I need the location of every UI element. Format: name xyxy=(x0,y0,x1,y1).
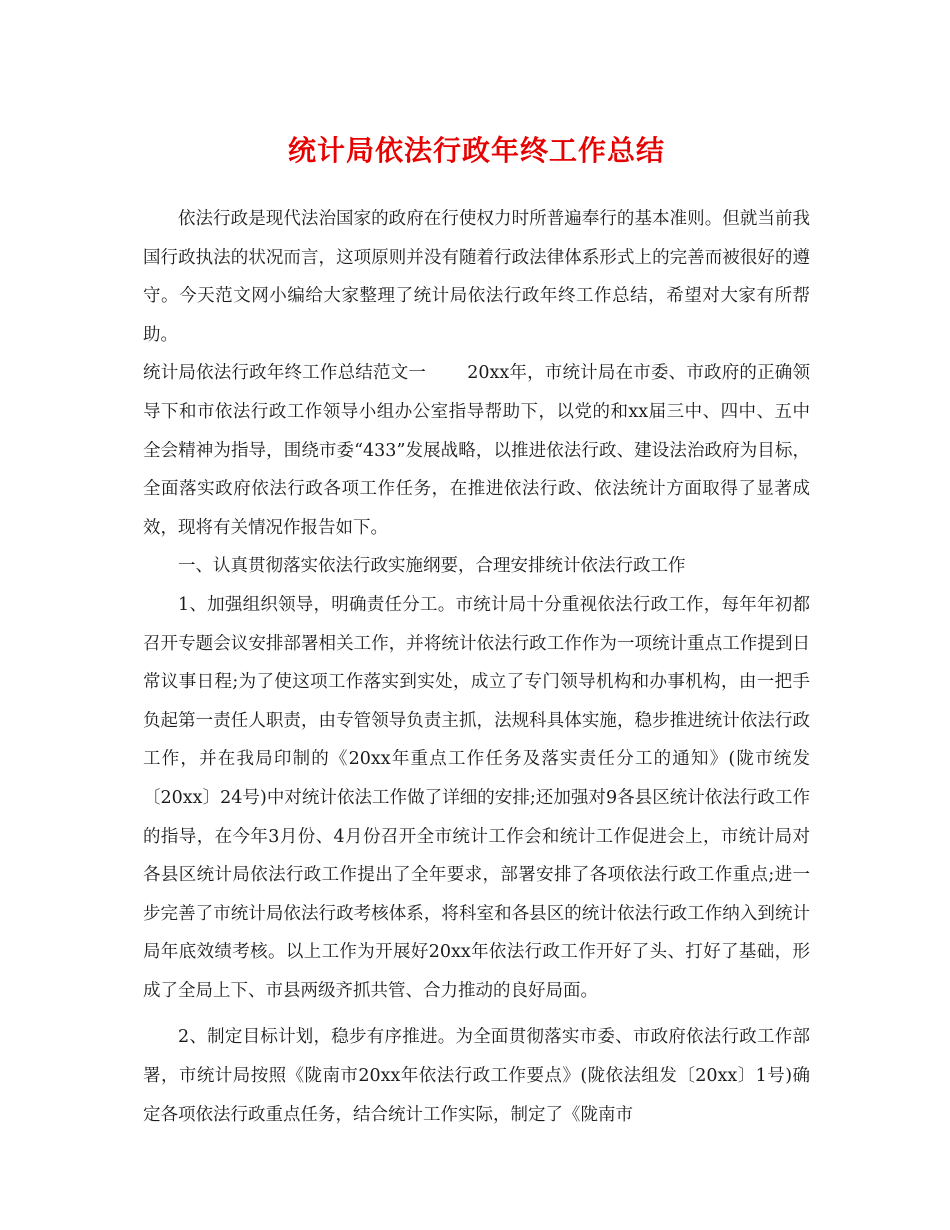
paragraph-intro: 依法行政是现代法治国家的政府在行使权力时所普遍奉行的基本准则。但就当前我国行政执法的状况而言，这项原则并没有随着行政法律体系形式上的完善而被很好的遵守。今天范文网小编给大家整理了统计局依法行政年终工作总结，希望对大家有所帮助。 xyxy=(143,209,810,345)
paragraph-sample-one: 统计局依法行政年终工作总结范文一 20xx年，市统计局在市委、市政府的正确领导下和市依法行政工作领导小组办公室指导帮助下，以党的和xx届三中、四中、五中全会精神为指导，围绕市委“433”发展战略，以推进依法行政、建设法治政府为目标，全面落实政府依法行政各项工作任务，在推进依法行政、依法统计方面取得了显著成效，现将有关情况作报告如下。 xyxy=(143,363,810,538)
paragraph-item-one: 1、加强组织领导，明确责任分工。市统计局十分重视依法行政工作，每年年初都召开专题会议安排部署相关工作，并将统计依法行政工作作为一项统计重点工作提到日常议事日程;为了使这项工作落实到实处，成立了专门领导机构和办事机构，由一把手负起第一责任人职责，由专管领导负责主抓，法规科具体实施，稳步推进统计依法行政工作，并在我局印制的《20xx年重点工作任务及落实责任分工的通知》(陇市统发〔20xx〕24号)中对统计依法工作做了详细的安排;还加强对9各县区统计依法行政工作的指导，在今年3月份、4月份召开全市统计工作会和统计工作促进会上，市统计局对各县区统计局依法行政工作提出了全年要求，部署安排了各项依法行政工作重点;进一步完善了市统计局依法行政考核体系，将科室和各县区的统计依法行政工作纳入到统计局年底效绩考核。以上工作为开展好20xx年依法行政工作开好了头、打好了基础，形成了全局上下、市县两级齐抓共管、合力推动的良好局面。 xyxy=(143,594,810,1001)
section-heading-one: 一、认真贯彻落实依法行政实施纲要，合理安排统计依法行政工作 xyxy=(178,556,686,577)
document-body xyxy=(143,200,810,1134)
document-title: 统计局依法行政年终工作总结 xyxy=(287,134,665,167)
paragraph-item-two: 2、制定目标计划，稳步有序推进。为全面贯彻落实市委、市政府依法行政工作部署，市统计局按照《陇南市20xx年依法行政工作要点》(陇依法组发〔20xx〕1号)确定各项依法行政重点任务，结合统计工作实际，制定了《陇南市 xyxy=(143,1027,810,1125)
